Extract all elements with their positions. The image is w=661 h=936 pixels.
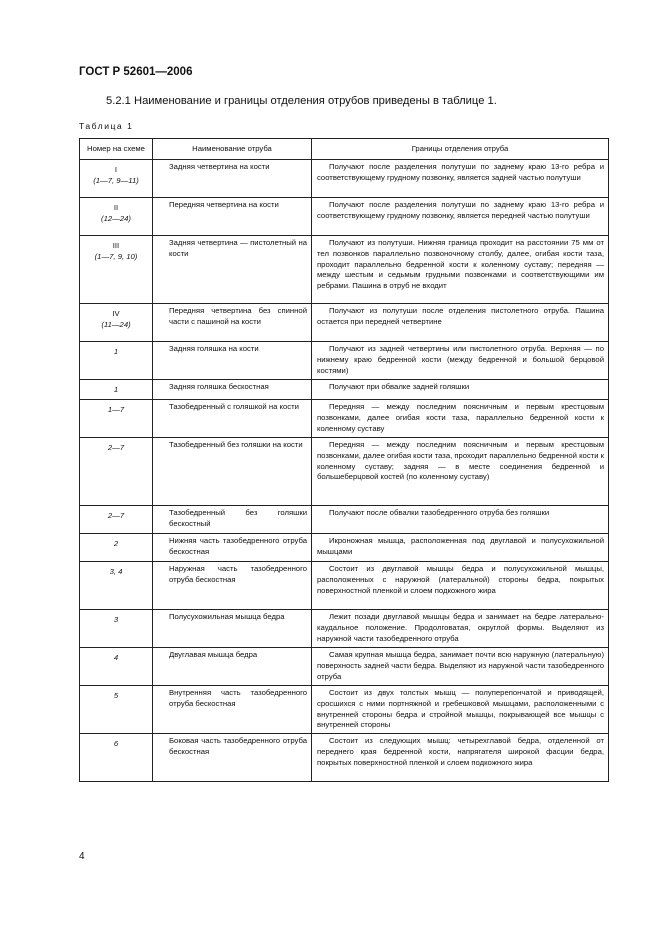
table-header-row xyxy=(80,139,609,160)
cell-scheme-number xyxy=(80,610,153,648)
scheme-numbers: 3 xyxy=(113,615,119,624)
cell-cut-bounds: Лежит позади двуглавой мышцы бедра и занимает на бедре латерально-каудальное положение. Продолговатая, округлой формы. Выделяют из наружной части тазобедренного отруба xyxy=(312,610,609,648)
cell-cut-bounds: Передняя — между последним поясничным и первым крестцовым позвонками, далее огибая кости таза, проходит параллельно бедренной кости к коленному суставу; задняя — в месте соединения бедренной и большеберцовой костей (по коленному суставу) xyxy=(312,438,609,506)
cell-scheme-number xyxy=(80,198,153,236)
cell-cut-bounds: Получают из полутуши после отделения пистолетного отруба. Пашина остается при передней четвертине xyxy=(312,304,609,342)
cell-scheme-number xyxy=(80,342,153,380)
scheme-numbers: 1 xyxy=(113,347,119,356)
cell-cut-name: Наружная часть тазобедренного отруба бескостная xyxy=(153,562,312,610)
cell-scheme-number xyxy=(80,686,153,734)
cell-cut-name: Тазобедренный с голяшкой на кости xyxy=(153,400,312,438)
cell-cut-bounds: Передняя — между последним поясничным и первым крестцовым позвонками, далее огибая кости таза, параллельно бедренной кости к коленному суставу xyxy=(312,400,609,438)
scheme-numbers: 1—7 xyxy=(107,405,125,414)
cell-cut-name: Задняя голяшка на кости xyxy=(153,342,312,380)
cell-scheme-number xyxy=(80,236,153,304)
scheme-numbers: 4 xyxy=(113,653,119,662)
scheme-numbers: (12—24) xyxy=(101,213,131,223)
table-row xyxy=(80,734,609,782)
table-row xyxy=(80,342,609,380)
cuts-table xyxy=(79,138,609,782)
table-row xyxy=(80,160,609,198)
scheme-numbers: 5 xyxy=(113,691,119,700)
page-number: 4 xyxy=(79,851,85,862)
table-row xyxy=(80,236,609,304)
cell-scheme-number xyxy=(80,734,153,782)
table-row xyxy=(80,380,609,400)
quarter-roman-number: III xyxy=(112,241,120,250)
scheme-numbers: 2—7 xyxy=(107,511,125,520)
table-row xyxy=(80,304,609,342)
quarter-roman-number: II xyxy=(113,203,119,212)
intro-paragraph: 5.2.1 Наименование и границы отделения отрубов приведены в таблице 1. xyxy=(106,95,497,107)
table-row xyxy=(80,648,609,686)
cell-cut-bounds: Состоит из двуглавой мышцы бедра и полусухожильной мышцы, расположенных с наружной (латеральной) стороны бедра, покрытых поверхностной пленкой и слоем подкожного жира xyxy=(312,562,609,610)
table-row xyxy=(80,438,609,506)
quarter-roman-number: I xyxy=(114,165,118,174)
cell-cut-name: Задняя голяшка бескостная xyxy=(153,380,312,400)
scheme-numbers: 1 xyxy=(113,385,119,394)
cell-cut-name: Передняя четвертина на кости xyxy=(153,198,312,236)
scheme-numbers: 6 xyxy=(113,739,119,749)
cell-scheme-number xyxy=(80,648,153,686)
scheme-numbers: 2—7 xyxy=(107,443,125,452)
cell-cut-bounds: Икроножная мышца, расположенная под двуглавой и полусухожильной мышцами xyxy=(312,534,609,562)
cell-cut-name: Тазобедренный без голяшки бескостный xyxy=(153,506,312,534)
table-row xyxy=(80,610,609,648)
col-header-name: Наименование отруба xyxy=(153,139,312,160)
cell-cut-name: Полусухожильная мышца бедра xyxy=(153,610,312,648)
cell-scheme-number xyxy=(80,160,153,198)
cell-scheme-number xyxy=(80,534,153,562)
cell-cut-name: Задняя четвертина на кости xyxy=(153,160,312,198)
cell-cut-bounds: Получают после разделения полутуши по заднему краю 13-го ребра и соответствующему грудному позвонку, является задней частью полутуши xyxy=(312,160,609,198)
table-row xyxy=(80,198,609,236)
table-row xyxy=(80,562,609,610)
cell-cut-name: Тазобедренный без голяшки на кости xyxy=(153,438,312,506)
cell-cut-bounds: Получают после разделения полутуши по заднему краю 13-го ребра и соответствующему грудному позвонку, является передней частью полутуши xyxy=(312,198,609,236)
cell-cut-bounds: Состоит из двух толстых мышц — полуперепончатой и приводящей, сросшихся с ними портняжной и гребешковой мышцами, расположенными с внутренней стороны бедра и стройной мышцы, покрывающей все мышцы с внутренней стороны xyxy=(312,686,609,734)
cell-scheme-number xyxy=(80,562,153,610)
table-row xyxy=(80,686,609,734)
table-caption: Таблица 1 xyxy=(79,121,134,131)
scheme-numbers: 3, 4 xyxy=(109,567,123,576)
cell-cut-bounds: Получают из задней четвертины или пистолетного отруба. Верхняя — по нижнему краю бедренной кости (между бедренной и большой берцовой костями) xyxy=(312,342,609,380)
col-header-number: Номер на схеме xyxy=(80,139,153,160)
table-row xyxy=(80,400,609,438)
cell-scheme-number xyxy=(80,506,153,534)
cell-cut-name: Нижняя часть тазобедренного отруба бескостная xyxy=(153,534,312,562)
cell-cut-bounds: Получают после обвалки тазобедренного отруба без голяшки xyxy=(312,506,609,534)
cell-cut-name: Боковая часть тазобедренного отруба бескостная xyxy=(153,734,312,782)
scheme-numbers: (1—7, 9—11) xyxy=(93,175,139,185)
cell-cut-name: Внутренняя часть тазобедренного отруба бескостная xyxy=(153,686,312,734)
cell-cut-name: Задняя четвертина — пистолетный на кости xyxy=(153,236,312,304)
cell-cut-bounds: Получают из полутуши. Нижняя граница проходит на расстоянии 75 мм от тел позвонков параллельно позвоночному столбу, далее, огибая кости таза, проходит параллельно бедренной кости к коленному суставу; передняя — между шестым и седьмым грудными позвонками и соответствующими им ребрами. Пашина в отруб не входит xyxy=(312,236,609,304)
cell-cut-bounds: Получают при обвалке задней голяшки xyxy=(312,380,609,400)
cell-cut-bounds: Самая крупная мышца бедра, занимает почти всю наружную (латеральную) поверхность задней части бедра. Выделяют из наружной части тазобедренного отруба xyxy=(312,648,609,686)
table-row xyxy=(80,506,609,534)
scheme-numbers: (1—7, 9, 10) xyxy=(94,251,138,261)
scheme-numbers: 2 xyxy=(113,539,119,548)
quarter-roman-number: IV xyxy=(112,309,120,318)
document-header: ГОСТ Р 52601—2006 xyxy=(79,66,193,78)
cell-cut-bounds: Состоит из следующих мышц: четырехглавой бедра, отделенной от переднего края бедренной кости, напрягателя широкой фасции бедра, покрытых поверхностной пленкой и слоем подкожного жира xyxy=(312,734,609,782)
cell-scheme-number xyxy=(80,438,153,506)
cell-scheme-number xyxy=(80,304,153,342)
table-row xyxy=(80,534,609,562)
col-header-bounds: Границы отделения отруба xyxy=(312,139,609,160)
cell-scheme-number xyxy=(80,380,153,400)
cell-cut-name: Двуглавая мышца бедра xyxy=(153,648,312,686)
scheme-numbers: (11—24) xyxy=(101,319,131,329)
cell-scheme-number xyxy=(80,400,153,438)
cell-cut-name: Передняя четвертина без спинной части с пашиной на кости xyxy=(153,304,312,342)
